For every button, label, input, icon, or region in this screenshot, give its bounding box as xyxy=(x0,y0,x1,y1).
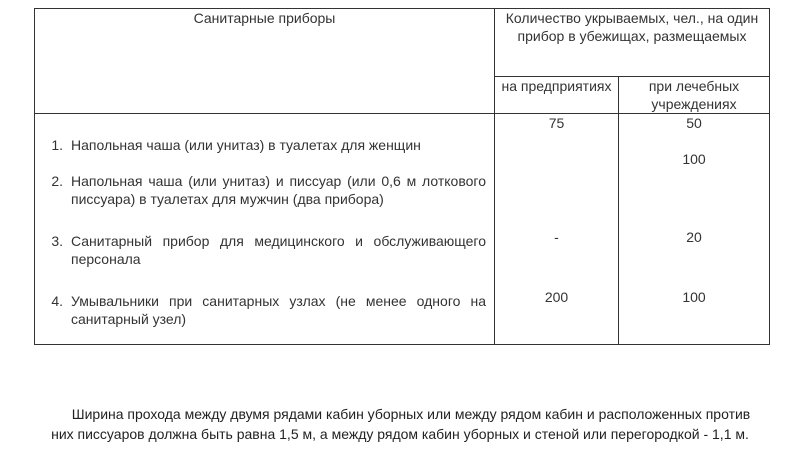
medical-value: 100 xyxy=(682,151,706,167)
table-row xyxy=(35,172,494,208)
enterprise-value xyxy=(495,150,618,204)
devices-column xyxy=(35,114,495,345)
medical-values-column xyxy=(619,114,770,345)
table-row xyxy=(35,136,494,154)
row-number: 4. xyxy=(51,293,63,309)
sanitary-norms-table xyxy=(34,8,770,345)
header-medical-institutions: при лечебных учреждениях xyxy=(619,77,770,114)
enterprise-value: 75 xyxy=(548,115,565,131)
table-row xyxy=(35,232,494,268)
enterprise-value: - xyxy=(554,229,559,245)
enterprise-values-column xyxy=(495,114,619,345)
header-enterprises: на предприятиях xyxy=(495,77,619,114)
device-name: Напольная чаша (или унитаз) и писсуар (или 0,6 м лоткового писсуара) в туалетах для мужчин (два прибора) xyxy=(71,173,486,207)
passage-width-paragraph xyxy=(0,404,800,444)
medical-value: 50 xyxy=(686,115,702,131)
table-body-row xyxy=(35,114,770,345)
device-name: Умывальники при санитарных узлах (не менее одного на санитарный узел) xyxy=(71,293,486,327)
row-number: 1. xyxy=(51,137,63,153)
device-name: Напольная чаша (или унитаз) в туалетах для женщин xyxy=(71,137,421,153)
header-sanitary-devices: Санитарные приборы xyxy=(35,9,495,114)
medical-value: 20 xyxy=(686,229,702,245)
paragraph-line: них писсуаров должна быть равна 1,5 м, а между рядом кабин уборных и стеной или перегородкой - 1,1 м. xyxy=(51,426,749,442)
header-people-per-device: Количество укрываемых, чел., на один прибор в убежищах, размещаемых xyxy=(495,9,770,77)
enterprise-value: 200 xyxy=(544,289,569,305)
table-row xyxy=(35,292,494,328)
row-number: 2. xyxy=(51,173,63,189)
medical-value: 100 xyxy=(682,289,706,305)
row-number: 3. xyxy=(51,233,63,249)
device-name: Санитарный прибор для медицинского и обслуживающего персонала xyxy=(71,233,486,267)
paragraph-line: Ширина прохода между двумя рядами кабин уборных или между рядом кабин и расположенных против xyxy=(71,406,751,422)
